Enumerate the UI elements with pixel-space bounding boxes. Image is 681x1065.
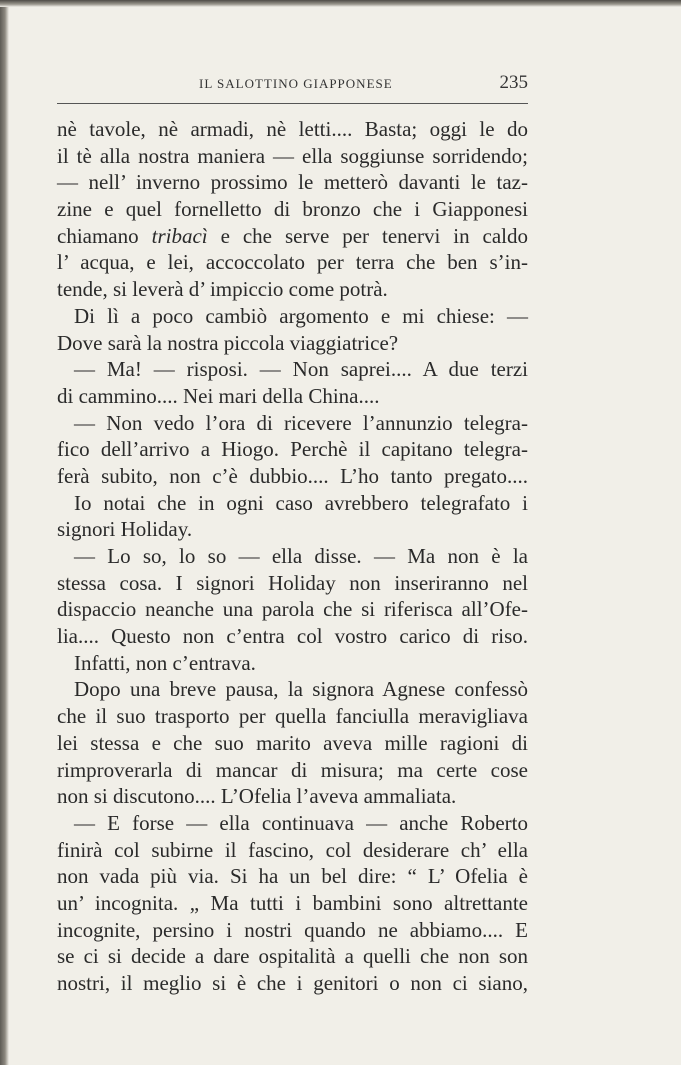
text-line: tende, si leverà d’ impiccio come potrà. — [57, 277, 388, 302]
text-line: Di lì a poco cambiò argomento e mi chiese: — — [74, 303, 528, 328]
text-line: signori Holiday. — [57, 517, 193, 542]
text-line: di cammino.... Nei mari della China.... — [57, 383, 380, 408]
header-rule — [57, 103, 528, 104]
text-line: Infatti, non c’entrava. — [74, 650, 256, 675]
text-line: che il suo trasporto per quella fanciulla meravigliava — [57, 704, 528, 729]
text-line: — Non vedo l’ora di ricevere l’annunzio telegra- — [74, 410, 528, 435]
italic-word: tribacì — [151, 223, 208, 248]
text-line: Io notai che in ogni caso avrebbero telegrafato i — [74, 490, 528, 515]
text-line: ferà subito, non c’è dubbio.... L’ho tanto pregato.... — [57, 463, 528, 488]
running-title: IL SALOTTINO GIAPPONESE — [199, 76, 393, 91]
text-line: lia.... Questo non c’entra col vostro carico di riso. — [57, 624, 528, 649]
text-line: incognite, persino i nostri quando ne abbiamo.... E — [57, 917, 528, 942]
text-line: non si discutono.... L’Ofelia l’aveva ammaliata. — [57, 784, 457, 809]
text-line: dispaccio neanche una parola che si riferisca all’Ofe- — [57, 597, 528, 622]
text-segment: e che serve per tenervi in caldo — [220, 223, 529, 248]
text-line: nè tavole, nè armadi, nè letti.... Basta; oggi le do — [57, 117, 528, 141]
text-line: un’ incognita. „ Ma tutti i bambini sono altrettante — [57, 890, 528, 915]
text-line: Dove sarà la nostra piccola viaggiatrice? — [57, 330, 399, 355]
text-line: finirà col subirne il fascino, col desiderare ch’ ella — [57, 837, 528, 862]
text-line: stessa cosa. I signori Holiday non inseriranno nel — [57, 570, 528, 595]
text-line: lei stessa e che suo marito aveva mille ragioni di — [57, 730, 528, 755]
text-line: — nell’ inverno prossimo le metterò davanti le taz- — [57, 170, 528, 195]
page-number: 235 — [499, 72, 528, 93]
text-line: se ci si decide a dare ospitalità a quelli che non son — [57, 944, 528, 969]
text-line: zine e quel fornelletto di bronzo che i Giapponesi — [57, 197, 528, 222]
page-header — [57, 72, 528, 100]
text-line: Dopo una breve pausa, la signora Agnese confessò — [74, 677, 528, 702]
body-text — [57, 116, 528, 997]
text-line: — Ma! — risposi. — Non saprei.... A due terzi — [74, 357, 528, 382]
text-line: fico dell’arrivo a Hiogo. Perchè il capitano telegra- — [57, 437, 528, 462]
text-line: rimproverarla di mancar di misura; ma certe cose — [57, 757, 528, 782]
text-line — [57, 223, 528, 250]
text-line: — Lo so, lo so — ella disse. — Ma non è la — [74, 544, 528, 568]
text-line: il tè alla nostra maniera — ella soggiunse sorridendo; — [57, 143, 528, 168]
text-line: l’ acqua, e lei, accoccolato per terra che ben s’in- — [57, 250, 528, 275]
text-segment: chiamano — [57, 223, 139, 248]
text-line: non vada più via. Si ha un bel dire: “ L’ Ofelia è — [57, 864, 528, 889]
page-top-shadow — [0, 0, 681, 7]
text-line: — E forse — ella continuava — anche Roberto — [74, 810, 528, 835]
text-line: nostri, il meglio si è che i genitori o non ci siano, — [57, 971, 528, 995]
page-left-shadow — [0, 0, 9, 1065]
